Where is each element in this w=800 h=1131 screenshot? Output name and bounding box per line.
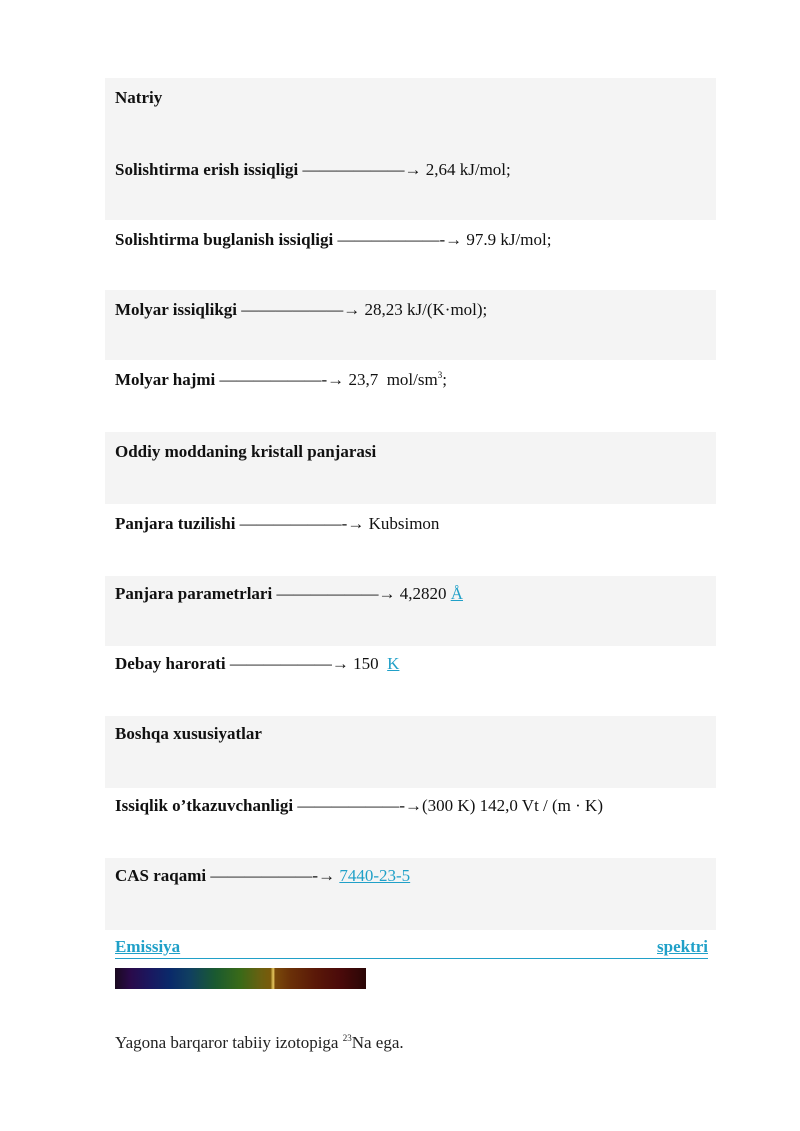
kelvin-link[interactable]: K: [387, 654, 400, 673]
spectrum-heading-left[interactable]: Emissiya: [115, 937, 181, 956]
emission-spectrum-heading[interactable]: [115, 937, 708, 959]
arrow-dash: ——————→: [237, 300, 365, 319]
property-label: Solishtirma buglanish issiqligi: [115, 230, 334, 249]
value-suffix: ;: [442, 370, 447, 389]
property-row-buglanish: [105, 220, 716, 290]
property-label: Panjara parametrlari: [115, 584, 273, 603]
superscript: 3: [437, 370, 443, 380]
section-heading-label: Boshqa xususiyatlar: [115, 724, 262, 743]
property-value: [400, 584, 463, 604]
value-text: 4,2820: [399, 584, 451, 603]
value-text: 150: [353, 654, 388, 673]
property-value: Kubsimon: [368, 514, 440, 533]
angstrom-link[interactable]: Å: [450, 584, 463, 603]
property-value: 97.9 kJ/mol;: [466, 230, 552, 249]
property-row-issiqlik-otkazuvchanligi: [105, 788, 716, 858]
arrow-dash: ——————→: [272, 584, 400, 603]
property-row-cas: [105, 858, 716, 930]
property-label: Panjara tuzilishi: [115, 514, 236, 533]
emission-spectrum-image: [115, 968, 366, 989]
arrow-dash: ——————-→: [215, 370, 349, 389]
property-value: [348, 370, 447, 390]
property-label: Solishtirma erish issiqligi: [115, 160, 299, 179]
property-label: Debay harorati: [115, 654, 226, 673]
property-label: Molyar issiqlikgi: [115, 300, 238, 319]
arrow-dash: ——————-→: [206, 866, 340, 885]
section-heading-natriy: [105, 78, 716, 150]
isotope-note-suffix: Na ega.: [351, 1033, 404, 1052]
section-heading-label: Oddiy moddaning kristall panjarasi: [115, 442, 377, 461]
property-row-erish: [105, 150, 716, 220]
section-heading-boshqa: [105, 716, 716, 788]
property-row-molyar-issiqlik: [105, 290, 716, 360]
isotope-note: [115, 1033, 404, 1053]
property-row-panjara-parametrlari: [105, 576, 716, 646]
arrow-dash: ——————-→: [293, 796, 422, 815]
property-value: (300 K) 142,0 Vt / (m · K): [422, 796, 603, 815]
cas-number-link[interactable]: 7440-23-5: [339, 866, 411, 885]
section-heading-kristall: [105, 432, 716, 504]
mass-number-superscript: 23: [342, 1033, 352, 1043]
property-value: 28,23 kJ/(K·mol);: [364, 300, 488, 319]
spectrum-heading-right[interactable]: spektri: [657, 937, 708, 956]
property-label: Molyar hajmi: [115, 370, 216, 389]
arrow-dash: ——————→: [225, 654, 354, 673]
property-value: [353, 654, 399, 674]
property-label: CAS raqami: [115, 866, 207, 885]
property-value: 2,64 kJ/mol;: [425, 160, 511, 179]
isotope-note-text: Yagona barqaror tabiiy izotopiga: [115, 1033, 343, 1052]
arrow-dash: ——————-→: [235, 514, 369, 533]
property-row-panjara-tuzilishi: [105, 504, 716, 576]
section-heading-label: Natriy: [115, 88, 163, 107]
value-text: 23,7 mol/sm: [348, 370, 438, 389]
property-row-debay: [105, 646, 716, 716]
property-row-molyar-hajmi: [105, 360, 716, 432]
property-label: Issiqlik o’tkazuvchanligi: [115, 796, 294, 815]
property-value: [339, 866, 410, 886]
arrow-dash: ——————-→: [333, 230, 467, 249]
arrow-dash: ——————→: [298, 160, 426, 179]
